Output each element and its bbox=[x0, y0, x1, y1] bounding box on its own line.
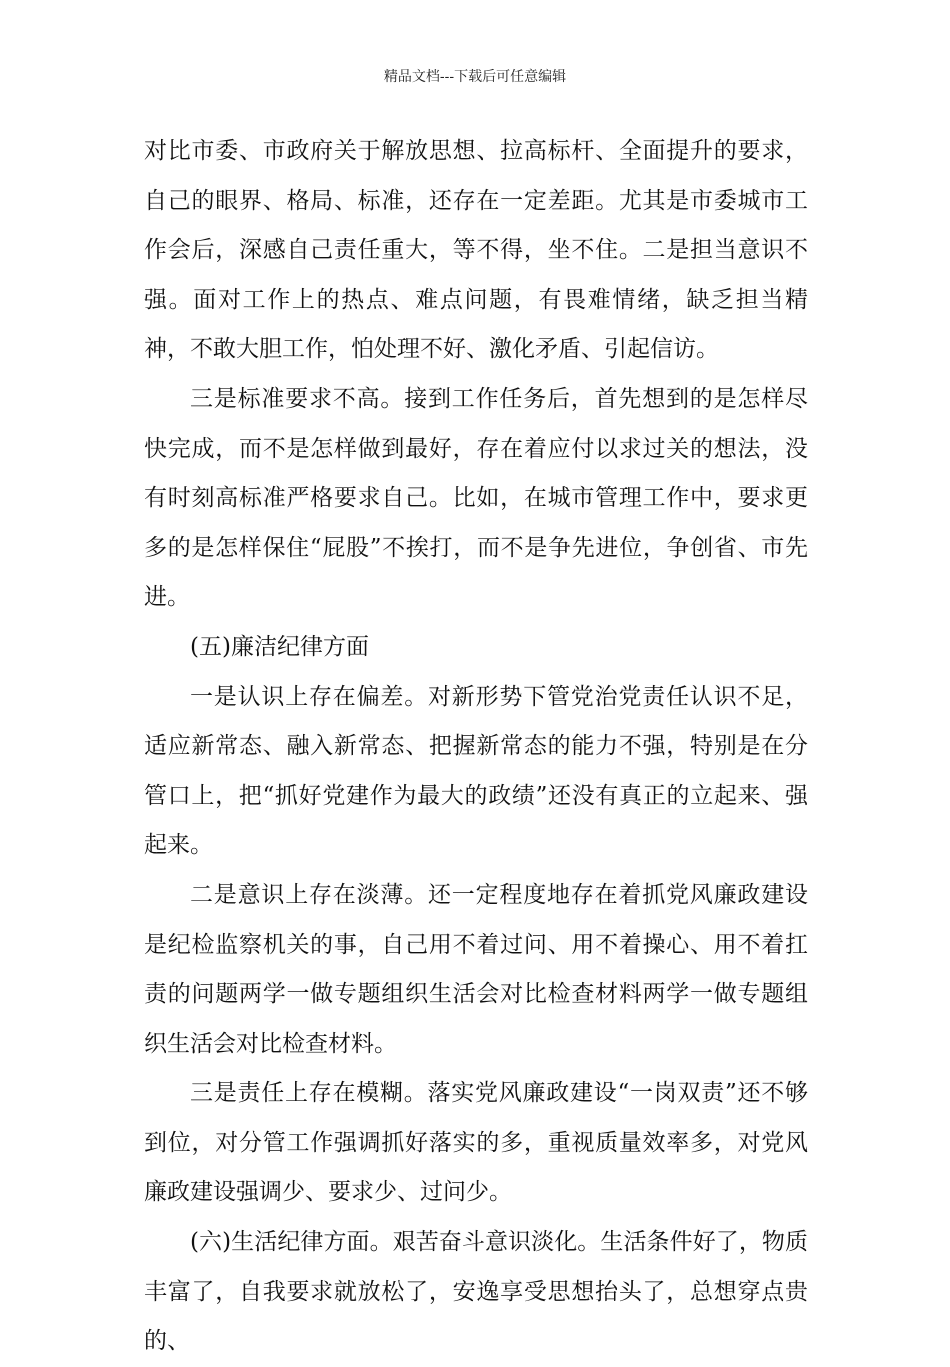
paragraph: (六)生活纪律方面。艰苦奋斗意识淡化。生活条件好了，物质丰富了，自我要求就放松了，安逸享受思想抬头了，总想穿点贵的、 bbox=[144, 1229, 808, 1355]
paragraph: 二是意识上存在淡薄。还一定程度地存在着抓党风廉政建设是纪检监察机关的事，自己用不着过问、用不着操心、用不着扛责的问题两学一做专题组织生活会对比检查材料两学一做专题组织生活会对比检查材料。 bbox=[144, 881, 808, 1057]
section-heading: (五)廉洁纪律方面 bbox=[190, 633, 369, 660]
paragraph: 三是责任上存在模糊。落实党风廉政建设“一岗双责”还不够到位，对分管工作强调抓好落实的多，重视质量效率多，对党风廉政建设强调少、要求少、过问少。 bbox=[144, 1080, 808, 1206]
paragraph: 对比市委、市政府关于解放思想、拉高标杆、全面提升的要求，自己的眼界、格局、标准，还存在一定差距。尤其是市委城市工作会后，深感自己责任重大，等不得，坐不住。二是担当意识不强。面对工作上的热点、难点问题，有畏难情绪，缺乏担当精神，不敢大胆工作，怕处理不好、激化矛盾、引起信访。 bbox=[144, 138, 808, 363]
paragraph: 三是标准要求不高。接到工作任务后，首先想到的是怎样尽快完成，而不是怎样做到最好，存在着应付以求过关的想法，没有时刻高标准严格要求自己。比如，在城市管理工作中，要求更多的是怎样保住“屁股”不挨打，而不是争先进位，争创省、市先进。 bbox=[144, 385, 808, 611]
page-header: 精品文档---下载后可任意编辑 bbox=[383, 69, 567, 85]
document-body bbox=[144, 127, 808, 1367]
paragraph: 一是认识上存在偏差。对新形势下管党治党责任认识不足，适应新常态、融入新常态、把握新常态的能力不强，特别是在分管口上，把“抓好党建作为最大的政绩”还没有真正的立起来、强起来。 bbox=[144, 683, 808, 859]
